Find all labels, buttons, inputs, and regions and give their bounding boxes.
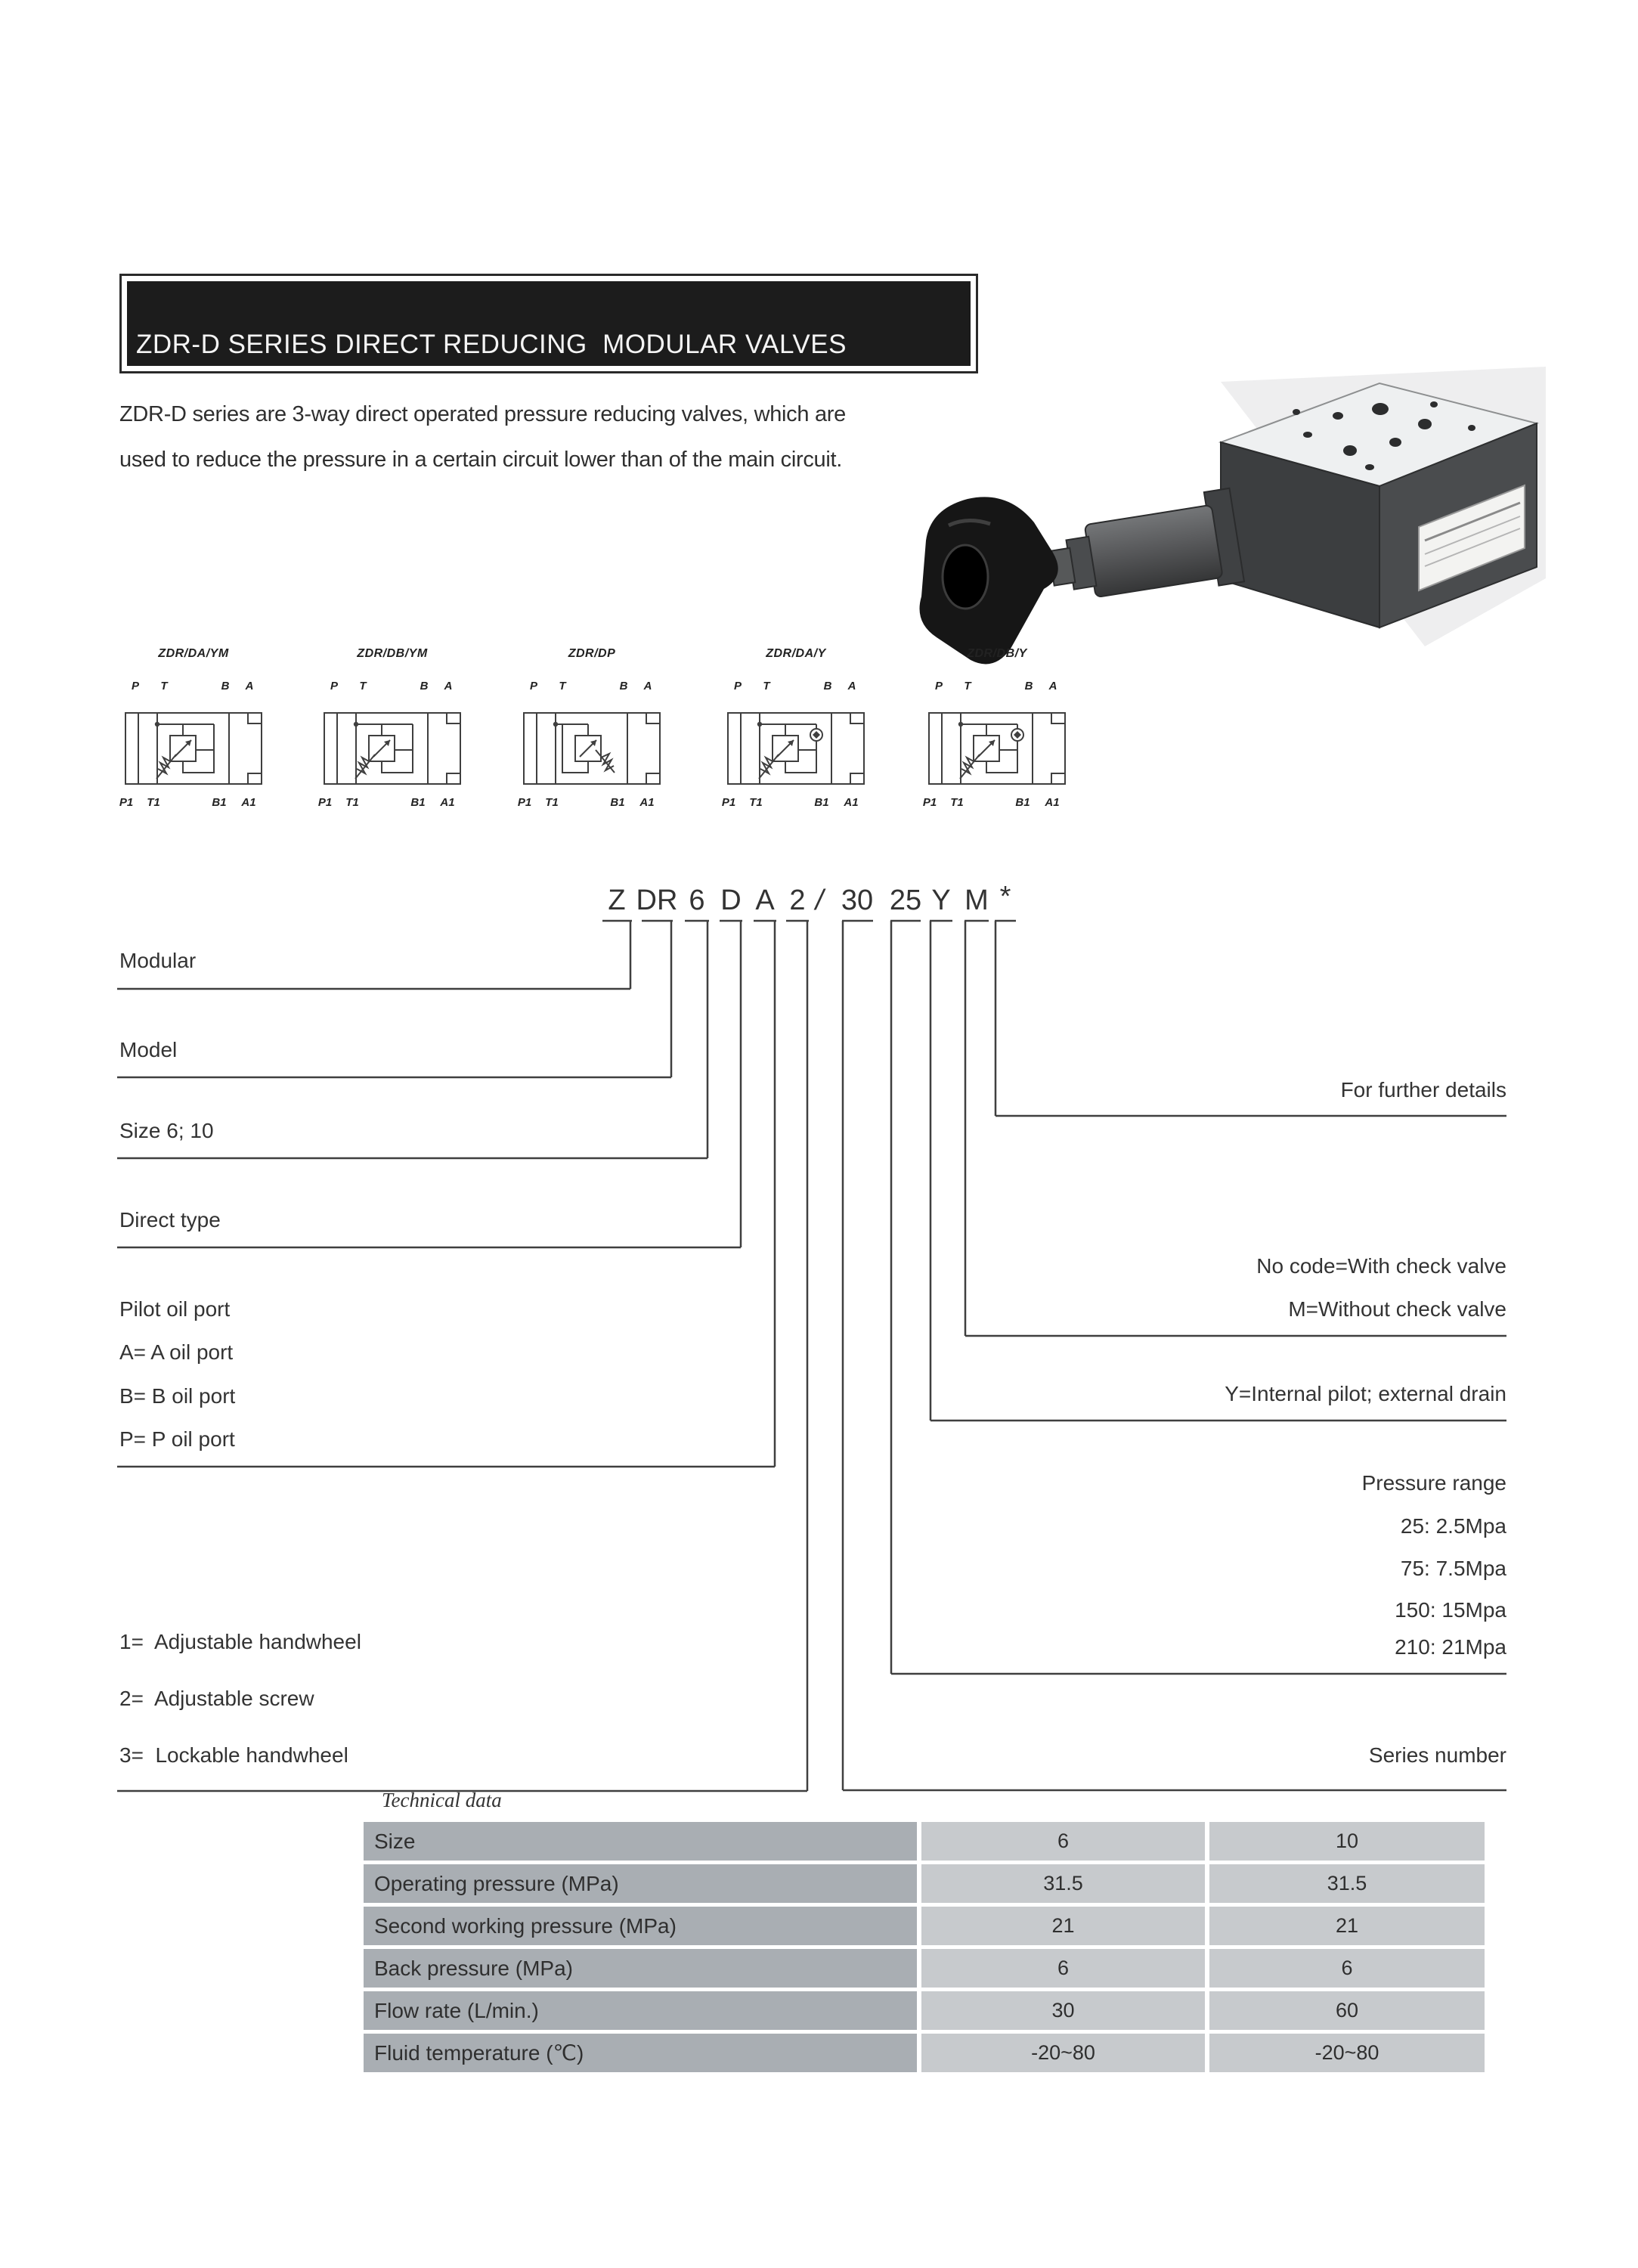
table-row-label: Flow rate (L/min.) bbox=[364, 1991, 917, 2030]
table-cell-size10: 60 bbox=[1209, 1991, 1485, 2030]
port-label-p1: P1 bbox=[922, 796, 937, 809]
technical-data-table bbox=[364, 1822, 1485, 2072]
table-cell-size10: 31.5 bbox=[1209, 1864, 1485, 1903]
table-row-label: Fluid temperature (℃) bbox=[364, 2034, 917, 2072]
schematic-label: ZDR/DA/YM bbox=[158, 647, 229, 660]
port-label-p1: P1 bbox=[517, 796, 532, 809]
port-label-p: P bbox=[733, 680, 742, 692]
port-label-a: A bbox=[643, 680, 652, 692]
code-slash: / bbox=[815, 885, 824, 916]
schematic-label: ZDR/DB/Y bbox=[967, 647, 1027, 660]
port-label-p1: P1 bbox=[317, 796, 333, 809]
port-label-t: T bbox=[763, 680, 770, 692]
table-cell-size6: 6 bbox=[921, 1949, 1205, 1988]
table-cell-size10: 6 bbox=[1209, 1949, 1485, 1988]
table-cell-size6: 6 bbox=[921, 1822, 1205, 1861]
code-25: 25 bbox=[889, 885, 922, 916]
note-pilot-a: A= A oil port bbox=[119, 1340, 234, 1364]
note-without-check: M=Without check valve bbox=[1288, 1297, 1506, 1321]
note-further-details: For further details bbox=[1340, 1078, 1506, 1101]
code-6: 6 bbox=[689, 885, 705, 916]
table-cell-size6: 30 bbox=[921, 1991, 1205, 2030]
code-z: Z bbox=[608, 885, 626, 916]
page-title: ZDR-D SERIES DIRECT REDUCING MODULAR VALVES bbox=[136, 330, 847, 359]
port-label-b1: B1 bbox=[814, 796, 829, 809]
port-label-b: B bbox=[420, 680, 429, 692]
note-modular: Modular bbox=[119, 949, 197, 972]
port-label-t1: T1 bbox=[345, 796, 359, 809]
note-pilot-p: P= P oil port bbox=[119, 1427, 235, 1451]
port-label-p: P bbox=[131, 680, 140, 692]
port-label-b1: B1 bbox=[212, 796, 227, 809]
code-d: D bbox=[720, 885, 742, 916]
code-2: 2 bbox=[789, 885, 806, 916]
port-label-t: T bbox=[160, 680, 168, 692]
note-adj-1: 1= Adjustable handwheel bbox=[119, 1630, 361, 1653]
port-label-t1: T1 bbox=[545, 796, 559, 809]
note-no-code: No code=With check valve bbox=[1256, 1254, 1506, 1278]
note-y-drain: Y=Internal pilot; external drain bbox=[1225, 1382, 1506, 1405]
port-label-b1: B1 bbox=[610, 796, 625, 809]
port-label-a1: A1 bbox=[241, 796, 256, 809]
port-label-t: T bbox=[359, 680, 367, 692]
note-series-number: Series number bbox=[1368, 1743, 1506, 1767]
port-label-p1: P1 bbox=[721, 796, 736, 809]
port-label-b: B bbox=[823, 680, 832, 692]
note-size: Size 6; 10 bbox=[119, 1119, 214, 1142]
code-dr: DR bbox=[636, 885, 678, 916]
description-line-2: used to reduce the pressure in a certain circuit lower than of the main circuit. bbox=[119, 448, 843, 472]
note-pressure-210: 210: 21Mpa bbox=[1395, 1635, 1506, 1659]
port-label-p1: P1 bbox=[119, 796, 134, 809]
code-star: * bbox=[999, 881, 1011, 912]
schematic-label: ZDR/DA/Y bbox=[766, 647, 826, 660]
code-30: 30 bbox=[841, 885, 874, 916]
port-label-a1: A1 bbox=[1045, 796, 1060, 809]
table-cell-size6: -20~80 bbox=[921, 2034, 1205, 2072]
note-pressure-range: Pressure range bbox=[1361, 1471, 1506, 1495]
table-cell-size10: 21 bbox=[1209, 1907, 1485, 1945]
note-pilot-b: B= B oil port bbox=[119, 1384, 236, 1408]
table-row-label: Operating pressure (MPa) bbox=[364, 1864, 917, 1903]
port-label-b1: B1 bbox=[1015, 796, 1030, 809]
table-cell-size6: 21 bbox=[921, 1907, 1205, 1945]
note-pressure-25: 25: 2.5Mpa bbox=[1400, 1514, 1506, 1538]
port-label-a: A bbox=[444, 680, 453, 692]
port-label-b1: B1 bbox=[410, 796, 426, 809]
table-row-label: Size bbox=[364, 1822, 917, 1861]
port-label-t1: T1 bbox=[749, 796, 763, 809]
port-label-a: A bbox=[245, 680, 254, 692]
schematic-label: ZDR/DP bbox=[568, 647, 616, 660]
technical-data-heading: Technical data bbox=[382, 1789, 502, 1811]
note-model: Model bbox=[119, 1038, 178, 1061]
schematic-label: ZDR/DB/YM bbox=[357, 647, 428, 660]
code-a: A bbox=[755, 885, 775, 916]
note-pressure-150: 150: 15Mpa bbox=[1395, 1598, 1506, 1622]
note-pilot-title: Pilot oil port bbox=[119, 1297, 231, 1321]
note-pressure-75: 75: 7.5Mpa bbox=[1400, 1557, 1506, 1580]
port-label-b: B bbox=[619, 680, 628, 692]
port-label-t: T bbox=[559, 680, 566, 692]
table-cell-size10: -20~80 bbox=[1209, 2034, 1485, 2072]
port-label-a1: A1 bbox=[844, 796, 859, 809]
code-y: Y bbox=[931, 885, 951, 916]
description-line-1: ZDR-D series are 3-way direct operated pressure reducing valves, which are bbox=[119, 402, 846, 426]
port-label-b: B bbox=[221, 680, 230, 692]
port-label-p: P bbox=[330, 680, 339, 692]
note-adj-3: 3= Lockable handwheel bbox=[119, 1743, 348, 1767]
port-label-a: A bbox=[1048, 680, 1057, 692]
table-row-label: Second working pressure (MPa) bbox=[364, 1907, 917, 1945]
port-label-a: A bbox=[847, 680, 856, 692]
code-m: M bbox=[965, 885, 989, 916]
port-label-b: B bbox=[1024, 680, 1033, 692]
port-label-p: P bbox=[934, 680, 943, 692]
port-label-t1: T1 bbox=[950, 796, 964, 809]
table-row-label: Back pressure (MPa) bbox=[364, 1949, 917, 1988]
port-label-a1: A1 bbox=[639, 796, 655, 809]
port-label-a1: A1 bbox=[440, 796, 455, 809]
note-adj-2: 2= Adjustable screw bbox=[119, 1687, 314, 1710]
note-direct-type: Direct type bbox=[119, 1208, 221, 1232]
table-cell-size10: 10 bbox=[1209, 1822, 1485, 1861]
port-label-t: T bbox=[964, 680, 971, 692]
port-label-t1: T1 bbox=[147, 796, 160, 809]
table-cell-size6: 31.5 bbox=[921, 1864, 1205, 1903]
port-label-p: P bbox=[529, 680, 538, 692]
